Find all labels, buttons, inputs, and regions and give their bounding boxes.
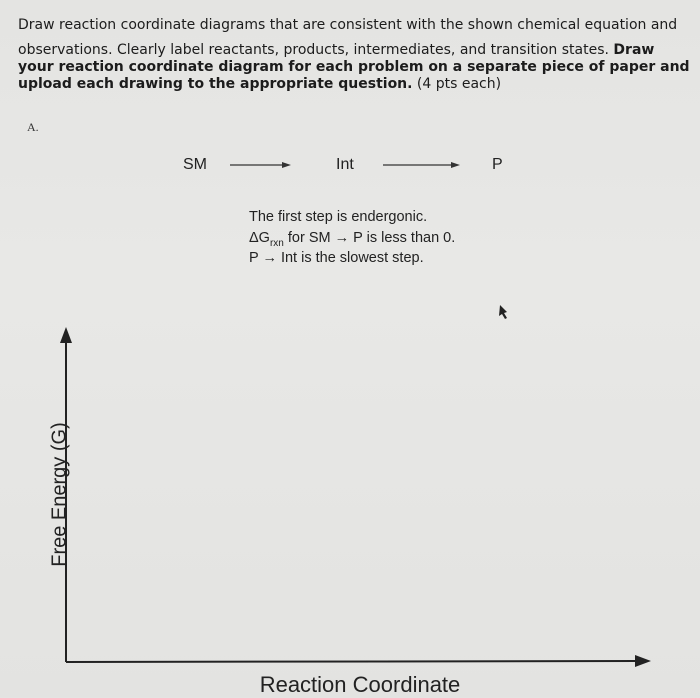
intermediate-label: Int [336, 156, 354, 173]
product-label: P [492, 156, 503, 173]
observation-endergonic: The first step is endergonic. [249, 209, 428, 225]
x-axis-label: Reaction Coordinate [259, 672, 461, 697]
delta-g-text: for SM → P is less than 0. [283, 230, 456, 246]
delta-g-subscript: rxn [269, 238, 284, 249]
instructions-line-1: Draw reaction coordinate diagrams that are consistent with the shown chemical equation and [18, 17, 678, 33]
part-label: A. [27, 120, 39, 134]
equation-arrow-2 [383, 162, 460, 168]
equation-arrow-1 [230, 162, 291, 168]
y-axis-label: Free Energy (G) [48, 422, 71, 567]
reactant-label: SM [183, 156, 207, 173]
delta-g-symbol: ΔG [249, 230, 270, 246]
instructions-plain-text: observations. Clearly label reactants, products, intermediates, and transition states. [18, 42, 614, 58]
observation-slowest-step: P → Int is the slowest step. [249, 250, 424, 266]
instructions-bold-text: Draw your reaction coordinate diagram for each problem on a separate piece of paper and upload each drawing to the appropriate question. [18, 42, 690, 92]
x-axis [66, 655, 651, 667]
pointer-mark-icon [499, 305, 507, 319]
instructions-points: (4 pts each) [412, 76, 502, 92]
